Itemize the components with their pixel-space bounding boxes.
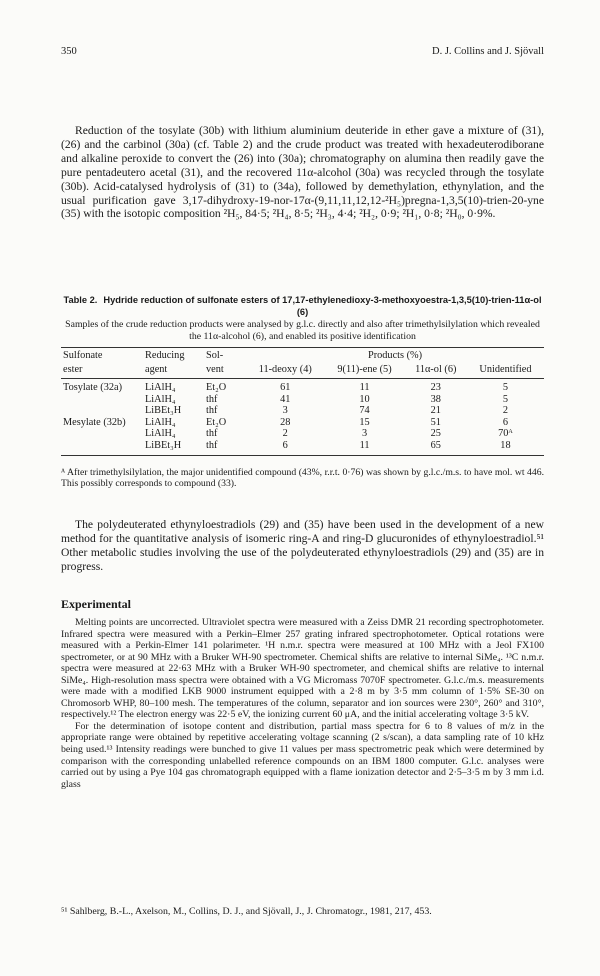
cell-solvent: thf <box>206 393 218 405</box>
cell-ester: Tosylate (32a) <box>63 382 123 393</box>
page-number: 350 <box>61 46 77 57</box>
paragraph-text: The polydeuterated ethynyloestradiols (29) and (35) have been used in the development of a new method for the quantitative analysis of isomeric ring-A and ring-D glucuronides of ethynyloestradiol.⁵¹ Other metabolic studies involving the use of the polydeuterated ethynyloestradiols (29) and (35) are in progress. <box>61 518 544 573</box>
cell-agent: LiAlH₄ <box>145 393 176 405</box>
header-products-group: Products (%) <box>367 350 423 361</box>
footnote-reference-51: ⁵¹ Sahlberg, B.-L., Axelson, M., Collins, D. J., and Sjövall, J., J. Chromatogr., 1981, 217, 453. <box>61 906 432 917</box>
cell-ol: 51 <box>430 416 441 428</box>
cell-deoxy: 6 <box>246 440 325 455</box>
experimental-paragraph-2: For the determination of isotope content and distribution, partial mass spectra for 6 to 8 values of m/z in the appropriate range were obtained by repetitive accelerating voltage scanning (2 s/scan), a data sampling rate of 10 kHz being used.¹³ Intensity readings were bunched to give 11 values per mass spectrometric peak which were determined by comparison with the corresponding unlabelled reference compounds on an IBM 1800 computer. G.l.c. analyses were carried out by using a Pye 104 gas chromatograph equipped with a flame ionization detector and 2·5–3·5 m by 3 mm i.d. glass <box>61 720 544 790</box>
paragraph-text: Reduction of the tosylate (30b) with lithium aluminium deuteride in ether gave a mixture of (31), (26) and the carbinol (30a) (cf. Table 2) and the crude product was treated with hexadeuterodiborane and alkaline peroxide to convert the (26) into (30a); chromatography on alumina then readily gave the pure pentadeutero acetal (31), and the recovered 11α-alcohol (30a) was recycled through the tosylate (30b). Acid-catalysed hydrolysis of (31) to (34a), followed by demethylation, ethynylation, and the usual purification gave 3,17-dihydroxy-19-nor-17α-(9,11,11,12,12-²H₅)pregna-1,3,5(10)-trien-20-yne (35) with the isotopic composition ²H₅, 84·5; ²H₄, 8·5; ²H₃, 4·4; ²H₂, 0·9; ²H₁, 0·8; ²H₀, 0·9%. <box>61 124 544 221</box>
results-table <box>61 347 544 456</box>
cell-ene: 15 <box>359 416 370 428</box>
table-row <box>61 379 544 394</box>
cell-ol: 23 <box>430 382 441 393</box>
cell-deoxy: 61 <box>280 382 291 393</box>
cell-solvent: thf <box>204 440 246 455</box>
cell-unidentified: 18 <box>467 440 544 455</box>
header-deoxy: 11-deoxy (4) <box>246 363 325 379</box>
header-ester: Sulfonate <box>63 350 103 361</box>
cell-ene: 74 <box>359 405 370 417</box>
cell-ene: 10 <box>359 393 370 405</box>
header-unidentified: Unidentified <box>467 363 544 379</box>
table-row <box>61 405 544 417</box>
header-solvent: Sol- <box>206 350 224 361</box>
header-agent-line2: agent <box>143 363 204 379</box>
cell-unidentified: 5 <box>502 382 509 393</box>
cell-ol: 65 <box>405 440 467 455</box>
cell-ene: 11 <box>325 440 405 455</box>
table-row <box>61 417 544 429</box>
cell-unidentified: 5 <box>502 393 509 405</box>
cell-agent: LiAlH₄ <box>145 428 176 440</box>
table-row <box>61 428 544 440</box>
cell-solvent: thf <box>206 428 218 440</box>
cell-ester <box>61 394 143 406</box>
table-title <box>61 295 544 318</box>
cell-ol: 38 <box>430 393 441 405</box>
header-ol: 11α-ol (6) <box>405 363 467 379</box>
table-header-row <box>61 348 544 363</box>
experimental-text <box>61 617 544 790</box>
cell-unidentified: 2 <box>502 405 509 417</box>
body-paragraph-2 <box>61 518 544 574</box>
cell-ene: 11 <box>359 382 370 393</box>
header-agent: Reducing <box>145 350 185 361</box>
cell-ol: 25 <box>430 428 441 440</box>
table-header-row <box>61 363 544 379</box>
cell-ene: 3 <box>361 428 368 440</box>
table-label: Table 2. <box>63 295 98 305</box>
cell-agent: LiAlH₄ <box>145 416 176 428</box>
table-title-text: Hydride reduction of sulfonate esters of 17,17-ethylenedioxy-3-methoxyoestra-1,3,5(10)-trien-11α-ol (6) <box>103 295 542 317</box>
cell-unidentified: 70ᴬ <box>498 428 513 440</box>
header-ene: 9(11)-ene (5) <box>325 363 405 379</box>
cell-agent: LiAlH₄ <box>145 382 176 393</box>
cell-solvent: Et₂O <box>206 382 227 393</box>
cell-solvent: thf <box>206 405 218 417</box>
section-heading-experimental: Experimental <box>61 597 131 611</box>
cell-agent: LiBEt₃H <box>143 440 204 455</box>
table-footnote: ᴬ After trimethylsilylation, the major unidentified compound (43%, r.r.t. 0·76) was shown by g.l.c./m.s. to have mol. wt 446. This possibly corresponds to compound (33). <box>61 467 544 490</box>
header-ester-line2: ester <box>61 363 143 379</box>
cell-agent: LiBEt₃H <box>145 405 182 417</box>
body-paragraph-1 <box>61 124 544 221</box>
running-title: D. J. Collins and J. Sjövall <box>431 46 544 57</box>
header-solvent-line2: vent <box>204 363 246 379</box>
cell-unidentified: 6 <box>502 416 509 428</box>
cell-deoxy: 28 <box>280 416 291 428</box>
cell-deoxy: 3 <box>282 405 288 417</box>
cell-ester <box>61 440 143 455</box>
table-row <box>61 394 544 406</box>
experimental-paragraph-1: Melting points are uncorrected. Ultraviolet spectra were measured with a Zeiss DMR 21 recording spectrophotometer. Infrared spectra were measured with a Perkin–Elmer 257 grating infrared spectrophotometer. Optical rotations were measured with a Perkin-Elmer 141 polarimeter. ¹H n.m.r. spectra were measured at 100 MHz with a Jeol FX100 spectrometer, or at 90 MHz with a Bruker WH-90 spectrometer. Chemical shifts are relative to internal SiMe₄. ¹³C n.m.r. spectra were measured at 22·63 MHz with a Bruker WH-90 spectrometer, and chemical shifts are relative to internal SiMe₄. High-resolution mass spectra were obtained with a VG Micromass 7070F spectrometer. G.l.c./m.s. measurements were made with a modified LKB 9000 instrument equipped with a 2·8 m by 3·5 mm column of 1·5% SE-30 on Chromosorb WHP, 80–100 mesh. The temperatures of the column, separator and ion sources were 230°, 260° and 310°, respectively.¹² The electron energy was 22·5 eV, the ionizing current 60 μA, and the initial accelerating voltage 3·5 kV. <box>61 617 544 721</box>
cell-ol: 21 <box>430 405 441 417</box>
cell-ester <box>61 405 143 417</box>
table-row <box>61 440 544 455</box>
cell-ester: Mesylate (32b) <box>63 416 126 428</box>
cell-deoxy: 41 <box>280 393 291 405</box>
cell-solvent: Et₂O <box>206 416 227 428</box>
page-header <box>61 46 544 57</box>
cell-ester <box>61 428 143 440</box>
table-caption: Samples of the crude reduction products were analysed by g.l.c. directly and also after trimethylsilylation which revealed the 11α-alcohol (6), and enabled its positive identification <box>65 319 540 342</box>
cell-deoxy: 2 <box>282 428 288 440</box>
